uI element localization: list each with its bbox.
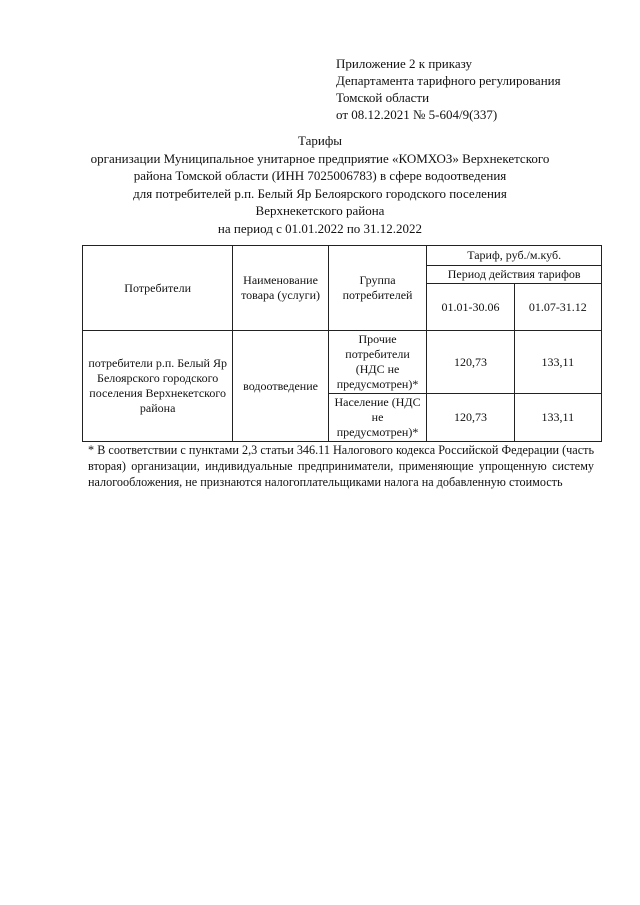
footnote: * В соответствии с пунктами 2,3 статьи 346.11 Налогового кодекса Российской Федерации (часть вторая) организации, индивидуальные предприниматели, применяющие упрощенную систему налогообложения, не признаются налогоплательщиками налога на добавленную стоимость [88,443,594,489]
title-line: района Томской области (ИНН 7025006783) в сфере водоотведения [133,168,507,184]
appendix-line: Приложение 2 к приказу [336,56,473,71]
appendix-line: от 08.12.2021 № 5-604/9(337) [336,107,498,122]
cell-product: водоотведение [233,331,328,442]
header-product: Наименование товара (услуги) [233,246,328,331]
header-period-1: 01.01-30.06 [427,284,514,331]
cell-tariff-2: 133,11 [514,394,601,442]
cell-tariff-2: 133,11 [514,331,601,394]
appendix-line: Томской области [336,90,430,105]
header-period: Период действия тарифов [427,266,602,284]
header-tariff: Тариф, руб./м.куб. [427,246,602,266]
header-period-2: 01.07-31.12 [514,284,601,331]
header-consumers: Потребители [83,246,233,331]
cell-group: Население (НДС не предусмотрен)* [328,394,427,442]
table-row [83,331,602,394]
document-title [60,132,580,238]
title-line: для потребителей р.п. Белый Яр Белоярского городского поселения [133,185,507,201]
cell-tariff-1: 120,73 [427,394,514,442]
appendix-line: Департамента тарифного регулирования [336,73,561,88]
cell-tariff-1: 120,73 [427,331,514,394]
title-line: на период с 01.01.2022 по 31.12.2022 [217,220,423,236]
title-line: Верхнекетского района [255,203,385,219]
tariff-table [82,245,602,442]
title-line: Тарифы [297,133,342,148]
appendix-header [336,55,561,123]
table-header-row [83,246,602,266]
header-group: Группа потребителей [328,246,427,331]
cell-consumer: потребители р.п. Белый Яр Белоярского городского поселения Верхнекетского района [83,331,233,442]
cell-group: Прочие потребители (НДС не предусмотрен)* [328,331,427,394]
title-line: организации Муниципальное унитарное предприятие «КОМХОЗ» Верхнекетского [90,150,550,166]
